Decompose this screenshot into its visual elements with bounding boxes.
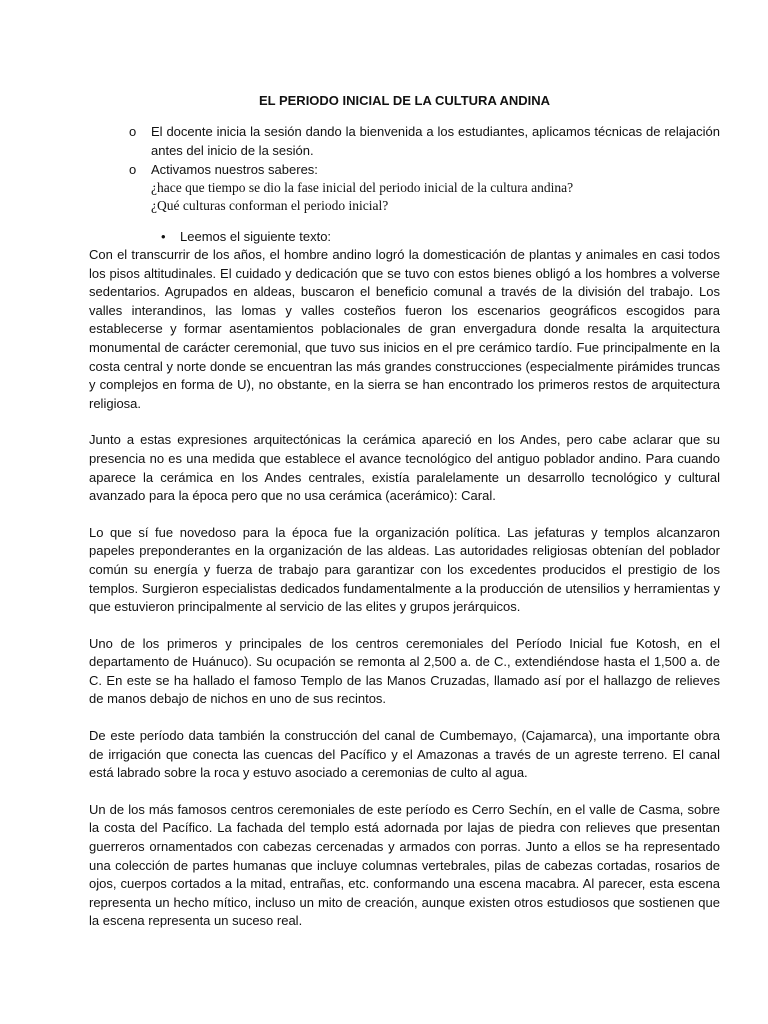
reading-instruction-text: Leemos el siguiente texto:	[180, 229, 332, 244]
paragraph: Lo que sí fue novedoso para la época fue la organización política. Las jefaturas y templos alcanzaron papeles preponderantes en la organización de las aldeas. Las autoridades religiosas obtenían del poblador común su energía y fuerza de trabajo para garantizar con los excedentes producidos el prestigio de los templos. Surgieron especialistas dedicados fundamentalmente a la producción de utensilios y herramientas y que estuvieron principalmente al servicio de las elites y grupos jerárquicos.	[89, 524, 720, 615]
paragraph: Un de los más famosos centros ceremoniales de este período es Cerro Sechín, en el valle de Casma, sobre la costa del Pacífico. La fachada del templo está adornada por lajas de piedra con relieves que presentan guerreros ornamentados con cabezas cercenadas y armados con porras. Junto a ellos se ha representado una colección de partes humanas que incluye columnas vertebrales, pilas de cabezas cortadas, rosarios de ojos, cuerpos cortados a la mitad, entrañas, etc. conformando una escena macabra. Al parecer, esta escena representa un hecho mítico, incluso un mito de creación, aunque existen otros estudiosos que sostienen que la escena representa un suceso real.	[89, 801, 720, 929]
intro-item	[89, 122, 720, 160]
intro-item-text: Activamos nuestros saberes:	[151, 162, 318, 177]
paragraph: Uno de los primeros y principales de los centros ceremoniales del Período Inicial fue Kotosh, en el departamento de Huánuco). Su ocupación se remonta al 2,500 a. de C., extendiéndose hasta el 1,500 a. de C. En este se ha hallado el famoso Templo de las Manos Cruzadas, llamado así por el hallazgo de relieves de manos debajo de nichos en uno de sus recintos.	[89, 635, 720, 707]
document-page	[89, 92, 720, 949]
paragraph: De este período data también la construcción del canal de Cumbemayo, (Cajamarca), una importante obra de irrigación que conecta las cuencas del Pacífico y el Amazonas a través de un agreste terreno. El canal está labrado sobre la roca y estuvo asociado a ceremonias de culto al agua.	[89, 728, 720, 781]
paragraph: Con el transcurrir de los años, el hombre andino logró la domesticación de plantas y animales en casi todos los pisos altitudinales. El cuidado y dedicación que se tuvo con estos bienes obligó a los hombres a volverse sedentarios. Agrupados en aldeas, buscaron el beneficio comunal a través de la división del trabajo. Los valles interandinos, las lomas y valles costeños fueron los escenarios geográficos escogidos para establecerse y formar asentamientos poblacionales de gran envergadura donde resalta la arquitectura monumental de carácter ceremonial, que tuvo sus inicios en el pre cerámico tardío. Fue principalmente en la costa central y norte donde se encuentran las más grandes construcciones (especialmente pirámides truncas y complejos en forma de U), no obstante, en la sierra se han encontrado los primeros restos de arquitectura religiosa.	[89, 247, 720, 411]
hollow-bullet-icon: o	[129, 162, 137, 177]
reading-instruction	[89, 228, 720, 246]
question-line: ¿hace que tiempo se dio la fase inicial del periodo inicial de la cultura andina?	[151, 180, 574, 195]
intro-item-text: El docente inicia la sesión dando la bienvenida a los estudiantes, aplicamos técnicas de relajación antes del inicio de la sesión.	[151, 124, 720, 158]
bullet-icon: •	[161, 229, 166, 244]
questions-block	[89, 179, 720, 215]
intro-item	[89, 160, 720, 179]
paragraph: Junto a estas expresiones arquitectónicas la cerámica apareció en los Andes, pero cabe aclarar que su presencia no es una medida que establece el avance tecnológico del antiguo poblador andino. Para cuando aparece la cerámica en los Andes centrales, existía paralelamente un desarrollo tecnológico y cultural avanzado para la época pero que no usa cerámica (acerámico): Caral.	[89, 432, 720, 504]
reading-text	[89, 246, 720, 931]
intro-list	[89, 122, 720, 179]
hollow-bullet-icon: o	[129, 124, 137, 139]
document-title: EL PERIODO INICIAL DE LA CULTURA ANDINA	[258, 93, 551, 108]
question-line: ¿Qué culturas conforman el periodo inicial?	[151, 198, 389, 213]
